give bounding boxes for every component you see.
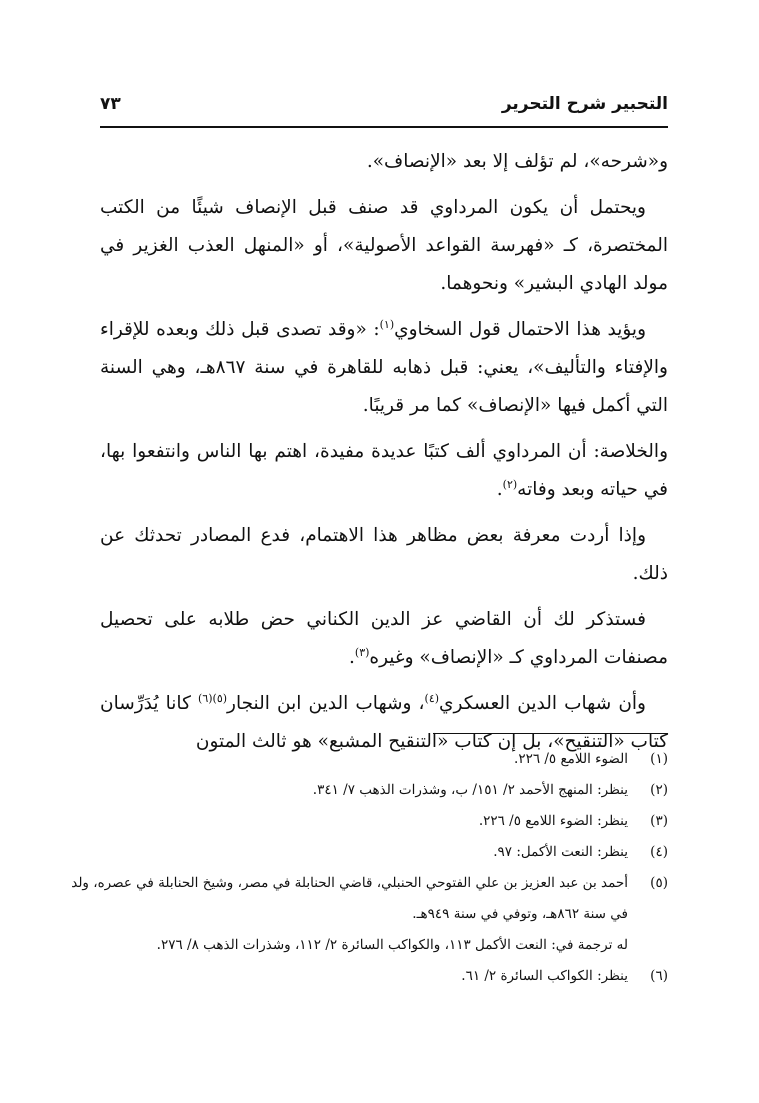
footnote-6	[70, 961, 668, 992]
footnote-number: (٦)	[650, 968, 668, 984]
footnote-number: (٣)	[650, 813, 668, 829]
running-header	[100, 86, 668, 128]
paragraph-6	[100, 601, 668, 677]
footnote-ref-3[interactable]: (٣)	[354, 645, 370, 659]
paragraph-5: وإذا أردت معرفة بعض مظاهر هذا الاهتمام، فدع المصادر تحدثك عن ذلك.	[100, 525, 668, 584]
paragraph-3	[100, 311, 668, 425]
footnote-ref-1[interactable]: (١)	[379, 317, 395, 331]
paragraph-6-text-b: .	[349, 647, 355, 668]
page-number: ٧٣	[100, 94, 121, 114]
footnote-text: ينظر: النعت الأكمل: ٩٧.	[493, 844, 628, 860]
footnote-5-continuation: له ترجمة في: النعت الأكمل ١١٣، والكواكب السائرة ٢/ ١١٢، وشذرات الذهب ٨/ ٢٧٦.	[156, 937, 628, 953]
paragraph-3-text-b: : «وقد تصدى قبل ذلك وبعده للإقراء والإفتاء والتأليف»، يعني: قبل ذهابه للقاهرة في سنة ٨٦٧هـ، وهي السنة التي أكمل فيها «الإنصاف» كما مر قريبًا.	[100, 319, 668, 416]
footnote-text: ينظر: الكواكب السائرة ٢/ ٦١.	[461, 968, 628, 984]
footnote-number: (٤)	[650, 844, 668, 860]
footnote-ref-2[interactable]: (٢)	[502, 477, 518, 491]
footnote-number: (٢)	[650, 782, 668, 798]
footnote-4	[70, 837, 668, 868]
footnote-ref-5-6[interactable]: (٥)(٦)	[198, 691, 228, 705]
paragraph-1: و«شرحه»، لم تؤلف إلا بعد «الإنصاف».	[366, 151, 668, 172]
footnote-ref-4[interactable]: (٤)	[424, 691, 440, 705]
footnote-3	[70, 806, 668, 837]
paragraph-4	[100, 433, 668, 509]
book-title: التحبير شرح التحرير	[501, 94, 668, 114]
footnote-text: أحمد بن عبد العزيز بن علي الفتوحي الحنبلي، قاضي الحنابلة في مصر، وشيخ الحنابلة في عصره، ولد في سنة ٨٦٢هـ، وتوفي في سنة ٩٤٩هـ.	[71, 875, 628, 922]
footnote-number: (١)	[650, 751, 668, 767]
paragraph-4-text-a: والخلاصة: أن المرداوي ألف كتبًا عديدة مفيدة، اهتم بها الناس وانتفعوا بها، في حياته وبعد وفاته	[100, 441, 668, 500]
paragraph-7-text-a: وأن شهاب الدين العسكري	[439, 693, 646, 714]
footnote-number: (٥)	[650, 875, 668, 891]
footnotes	[70, 744, 668, 992]
paragraph-7-text-c: كانا يُدَرِّسان كتاب «التنقيح»، بل إن كتاب «التنقيح المشبع» هو ثالث المتون	[100, 693, 668, 752]
main-text	[100, 143, 668, 761]
footnote-2	[70, 775, 668, 806]
paragraph-4-text-b: .	[496, 479, 503, 500]
paragraph-7-text-b: ، وشهاب الدين ابن النجار	[227, 693, 425, 714]
paragraph-3-text-a: ويؤيد هذا الاحتمال قول السخاوي	[394, 319, 646, 340]
footnote-text: ينظر: الضوء اللامع ٥/ ٢٢٦.	[478, 813, 628, 829]
footnote-1	[70, 744, 668, 775]
footnote-text: الضوء اللامع ٥/ ٢٢٦.	[514, 751, 628, 767]
paragraph-2: ويحتمل أن يكون المرداوي قد صنف قبل الإنصاف شيئًا من الكتب المختصرة، كـ «فهرسة القواعد الأصولية»، أو «المنهل العذب الغزير في مولد الهادي البشير» ونحوهما.	[100, 197, 668, 294]
footnote-5	[70, 868, 668, 930]
paragraph-6-text-a: فستذكر لك أن القاضي عز الدين الكناني حض طلابه على تحصيل مصنفات المرداوي كـ «الإنصاف» وغيره	[100, 609, 668, 668]
footnote-text: ينظر: المنهج الأحمد ٢/ ١٥١/ ب، وشذرات الذهب ٧/ ٣٤١.	[312, 782, 628, 798]
footnote-separator	[433, 733, 668, 734]
